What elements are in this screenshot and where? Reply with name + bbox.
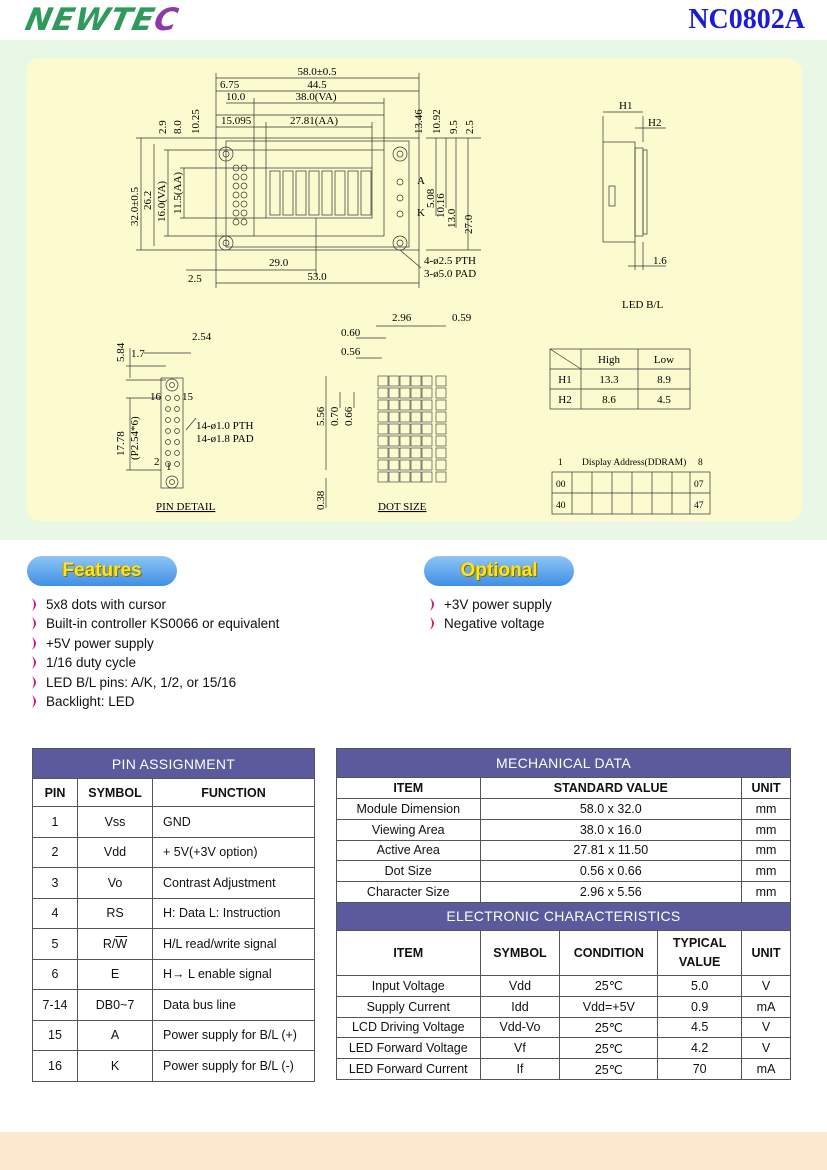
table-cell: Vdd-Vo (480, 1017, 560, 1038)
ddram-title: Display Address(DDRAM) (582, 458, 687, 468)
table-cell: + 5V(+3V option) (153, 837, 315, 868)
ds-0-56: 0.56 (341, 346, 361, 358)
table-cell: Supply Current (337, 996, 481, 1017)
col-header: ITEM (337, 778, 481, 799)
side-view (603, 142, 635, 242)
list-item: Built-in controller KS0066 or equivalent (26, 614, 406, 633)
col-header: ITEM (337, 930, 481, 975)
table-cell: 6 (33, 959, 78, 990)
ds-0-70: 0.70 (329, 406, 341, 426)
table-cell: Vdd (480, 975, 560, 996)
features-title: Features (62, 560, 142, 581)
col-header: FUNCTION (153, 779, 315, 807)
table-cell: Idd (480, 996, 560, 1017)
col-header: SYMBOL (480, 930, 560, 975)
table-cell: Power supply for B/L (-) (153, 1051, 315, 1082)
table-cell: mA (742, 996, 791, 1017)
col-header: UNIT (742, 778, 791, 799)
features-pill (27, 556, 177, 586)
pd-16: 16 (150, 391, 161, 403)
table-cell: K (78, 1051, 153, 1082)
table-cell: 58.0 x 32.0 (480, 799, 742, 820)
pad-note: 3-ø5.0 PAD (424, 268, 477, 280)
dim-9-5: 9.5 (448, 120, 460, 134)
dim-44-5: 44.5 (307, 79, 327, 91)
table-cell: 15 (33, 1020, 78, 1051)
list-item: +3V power supply (424, 595, 804, 614)
bullet-icon (430, 617, 438, 630)
mechanical-table (336, 748, 791, 1080)
mech-rows (337, 799, 791, 903)
newtec-logo: NEWTEC (22, 2, 183, 38)
ddram-end: 8 (698, 458, 703, 468)
table-row (337, 882, 791, 903)
table-row (337, 1017, 791, 1038)
character-cells (270, 171, 371, 215)
ddram-40: 40 (556, 501, 566, 511)
table-row (337, 996, 791, 1017)
table-cell: V (742, 975, 791, 996)
table-cell: mm (742, 882, 791, 903)
list-item: 1/16 duty cycle (26, 653, 406, 672)
table-cell: 25℃ (560, 1038, 658, 1059)
table-cell: 3 (33, 868, 78, 899)
dim-29: 29.0 (269, 257, 289, 269)
table-row (33, 807, 315, 838)
table-row (33, 959, 315, 990)
header (0, 0, 827, 40)
ddram-47: 47 (694, 501, 704, 511)
optional-pill (424, 556, 574, 586)
col-header: UNIT (742, 930, 791, 975)
table-cell: Viewing Area (337, 819, 481, 840)
list-item: Backlight: LED (26, 692, 406, 711)
pd-2-54: 2.54 (192, 331, 212, 343)
pin-rows (33, 807, 315, 1082)
ds-0-60: 0.60 (341, 327, 361, 339)
table-row (33, 929, 315, 960)
dim-27-0: 27.0 (463, 214, 475, 234)
table-cell: mm (742, 861, 791, 882)
table-row (33, 1020, 315, 1051)
dot-size-label: DOT SIZE (378, 501, 427, 513)
dim-2-5-bottom: 2.5 (188, 273, 202, 285)
dim-53: 53.0 (307, 271, 327, 283)
table-cell: 25℃ (560, 975, 658, 996)
table-cell: Vdd=+5V (560, 996, 658, 1017)
footer-band (0, 1132, 827, 1170)
table-cell: LED Forward Current (337, 1059, 481, 1080)
pin-detail-label: PIN DETAIL (156, 501, 216, 513)
table-row (33, 868, 315, 899)
pin-assignment-title: PIN ASSIGNMENT (33, 749, 315, 779)
ddram-00: 00 (556, 480, 566, 490)
hl-h2-high: 8.6 (602, 394, 616, 406)
table-cell: A (78, 1020, 153, 1051)
table-cell: Character Size (337, 882, 481, 903)
ds-0-66: 0.66 (343, 406, 355, 426)
dim-10-16: 10.16 (435, 193, 447, 218)
table-cell: LCD Driving Voltage (337, 1017, 481, 1038)
table-cell: H/L read/write signal (153, 929, 315, 960)
list-item: +5V power supply (26, 634, 406, 653)
hl-h1: H1 (558, 374, 572, 386)
mechanical-title: MECHANICAL DATA (337, 749, 791, 778)
col-header: SYMBOL (78, 779, 153, 807)
table-cell: 0.9 (658, 996, 742, 1017)
pd-2: 2 (154, 456, 160, 468)
table-cell: V (742, 1038, 791, 1059)
hl-high: High (598, 354, 620, 366)
table-cell: 5 (33, 929, 78, 960)
col-header-typical: TYPICAL VALUE (658, 930, 742, 975)
pd-pad: 14-ø1.8 PAD (196, 433, 254, 445)
bullet-icon (430, 598, 438, 611)
pd-15: 15 (182, 391, 193, 403)
table-cell: V (742, 1017, 791, 1038)
pin-assignment-table (32, 748, 315, 1082)
table-cell: 4.2 (658, 1038, 742, 1059)
pd-5-84: 5.84 (115, 342, 127, 362)
col-header: STANDARD VALUE (480, 778, 742, 799)
pin-label-a: A (417, 175, 425, 187)
dim-13-0: 13.0 (446, 208, 458, 228)
drawing-svg (26, 58, 802, 521)
dim-27-81-aa: 27.81(AA) (290, 115, 338, 127)
table-row (337, 975, 791, 996)
optional-title: Optional (460, 560, 538, 581)
dim-26-2: 26.2 (142, 190, 154, 210)
module-outline (216, 138, 419, 250)
bullet-icon (32, 637, 40, 650)
pd-17-78: 17.78 (115, 431, 127, 456)
table-cell: Data bus line (153, 990, 315, 1021)
table-row (337, 799, 791, 820)
table-cell: 27.81 x 11.50 (480, 840, 742, 861)
led-bl-label: LED B/L (622, 299, 664, 311)
table-row (33, 1051, 315, 1082)
side-dim-1-6: 1.6 (653, 255, 667, 267)
dim-2-9: 2.9 (157, 120, 169, 134)
table-cell: Vo (78, 868, 153, 899)
table-cell: 4 (33, 898, 78, 929)
table-cell: DB0~7 (78, 990, 153, 1021)
pd-1-7: 1.7 (131, 348, 145, 360)
table-cell: 25℃ (560, 1059, 658, 1080)
list-item: Negative voltage (424, 614, 804, 633)
table-cell: H→ L enable signal (153, 959, 315, 990)
table-cell: 2 (33, 837, 78, 868)
list-item: 5x8 dots with cursor (26, 595, 406, 614)
dim-10-0: 10.0 (226, 91, 246, 103)
pd-pth: 14-ø1.0 PTH (196, 420, 254, 432)
dim-11-5-aa: 11.5(AA) (172, 171, 184, 214)
table-cell: mA (742, 1059, 791, 1080)
ddram-start: 1 (558, 458, 563, 468)
dim-6-75: 6.75 (220, 79, 240, 91)
hl-h1-low: 8.9 (657, 374, 671, 386)
ds-0-59: 0.59 (452, 312, 472, 324)
table-cell: Contrast Adjustment (153, 868, 315, 899)
table-cell: $R/\overline{W}$ (78, 929, 153, 960)
table-row (337, 861, 791, 882)
table-cell: mm (742, 819, 791, 840)
ddram-07: 07 (694, 480, 704, 490)
ds-0-38: 0.38 (315, 490, 327, 510)
mechanical-drawing (26, 58, 802, 521)
table-cell: 70 (658, 1059, 742, 1080)
dim-5-08: 5.08 (425, 188, 437, 208)
dim-13-46: 13.46 (413, 109, 425, 134)
dim-32: 32.0±0.5 (129, 186, 141, 226)
hl-h2-low: 4.5 (657, 394, 671, 406)
ds-5-56: 5.56 (315, 406, 327, 426)
table-cell: 16 (33, 1051, 78, 1082)
table-cell: Module Dimension (337, 799, 481, 820)
table-row (337, 819, 791, 840)
optional-list (424, 595, 804, 634)
table-cell: mm (742, 799, 791, 820)
table-cell: Vf (480, 1038, 560, 1059)
table-row (33, 898, 315, 929)
dim-10-92: 10.92 (431, 109, 443, 134)
elec-rows (337, 975, 791, 1079)
model-number: NC0802A (688, 4, 805, 35)
table-row (337, 840, 791, 861)
dot-matrix (378, 376, 446, 482)
dim-8-0: 8.0 (172, 120, 184, 134)
table-cell: 4.5 (658, 1017, 742, 1038)
table-row (337, 1038, 791, 1059)
ds-2-96: 2.96 (392, 312, 412, 324)
table-cell: H: Data L: Instruction (153, 898, 315, 929)
hl-low: Low (653, 354, 675, 366)
table-cell: Power supply for B/L (+) (153, 1020, 315, 1051)
dim-38-va: 38.0(VA) (295, 91, 337, 103)
col-header: CONDITION (560, 930, 658, 975)
bullet-icon (32, 617, 40, 630)
table-cell: Dot Size (337, 861, 481, 882)
table-cell: Vss (78, 807, 153, 838)
table-cell: mm (742, 840, 791, 861)
side-h1: H1 (619, 100, 633, 112)
pd-1: 1 (166, 461, 172, 473)
table-cell: Active Area (337, 840, 481, 861)
side-h2: H2 (648, 117, 662, 129)
table-row (33, 837, 315, 868)
dim-2-5: 2.5 (464, 120, 476, 134)
table-cell: 5.0 (658, 975, 742, 996)
hl-h2: H2 (558, 394, 572, 406)
table-cell: 25℃ (560, 1017, 658, 1038)
dim-15-095: 15.095 (221, 115, 252, 127)
bullet-icon (32, 656, 40, 669)
table-cell: If (480, 1059, 560, 1080)
dim-10-25: 10.25 (190, 109, 202, 134)
pin-label-k: K (417, 207, 425, 219)
dim-58: 58.0±0.5 (297, 66, 337, 78)
bullet-icon (32, 598, 40, 611)
table-cell: Input Voltage (337, 975, 481, 996)
pin-header (161, 378, 183, 488)
pth-note: 4-ø2.5 PTH (424, 255, 476, 267)
table-cell: E (78, 959, 153, 990)
table-row (337, 1059, 791, 1080)
col-header: PIN (33, 779, 78, 807)
table-cell: 1 (33, 807, 78, 838)
table-cell: 7-14 (33, 990, 78, 1021)
table-row (33, 990, 315, 1021)
table-cell: 0.56 x 0.66 (480, 861, 742, 882)
table-cell: LED Forward Voltage (337, 1038, 481, 1059)
hl-h1-high: 13.3 (599, 374, 619, 386)
table-cell: GND (153, 807, 315, 838)
bullet-icon (32, 676, 40, 689)
table-cell: RS (78, 898, 153, 929)
bullet-icon (32, 695, 40, 708)
list-item: LED B/L pins: A/K, 1/2, or 15/16 (26, 673, 406, 692)
table-cell: 2.96 x 5.56 (480, 882, 742, 903)
pd-p2-54: (P2.54*6) (129, 416, 141, 460)
dim-16-va: 16.0(VA) (156, 180, 168, 222)
electronic-title: ELECTRONIC CHARACTERISTICS (337, 902, 791, 930)
features-list (26, 595, 406, 711)
table-cell: Vdd (78, 837, 153, 868)
table-cell: 38.0 x 16.0 (480, 819, 742, 840)
